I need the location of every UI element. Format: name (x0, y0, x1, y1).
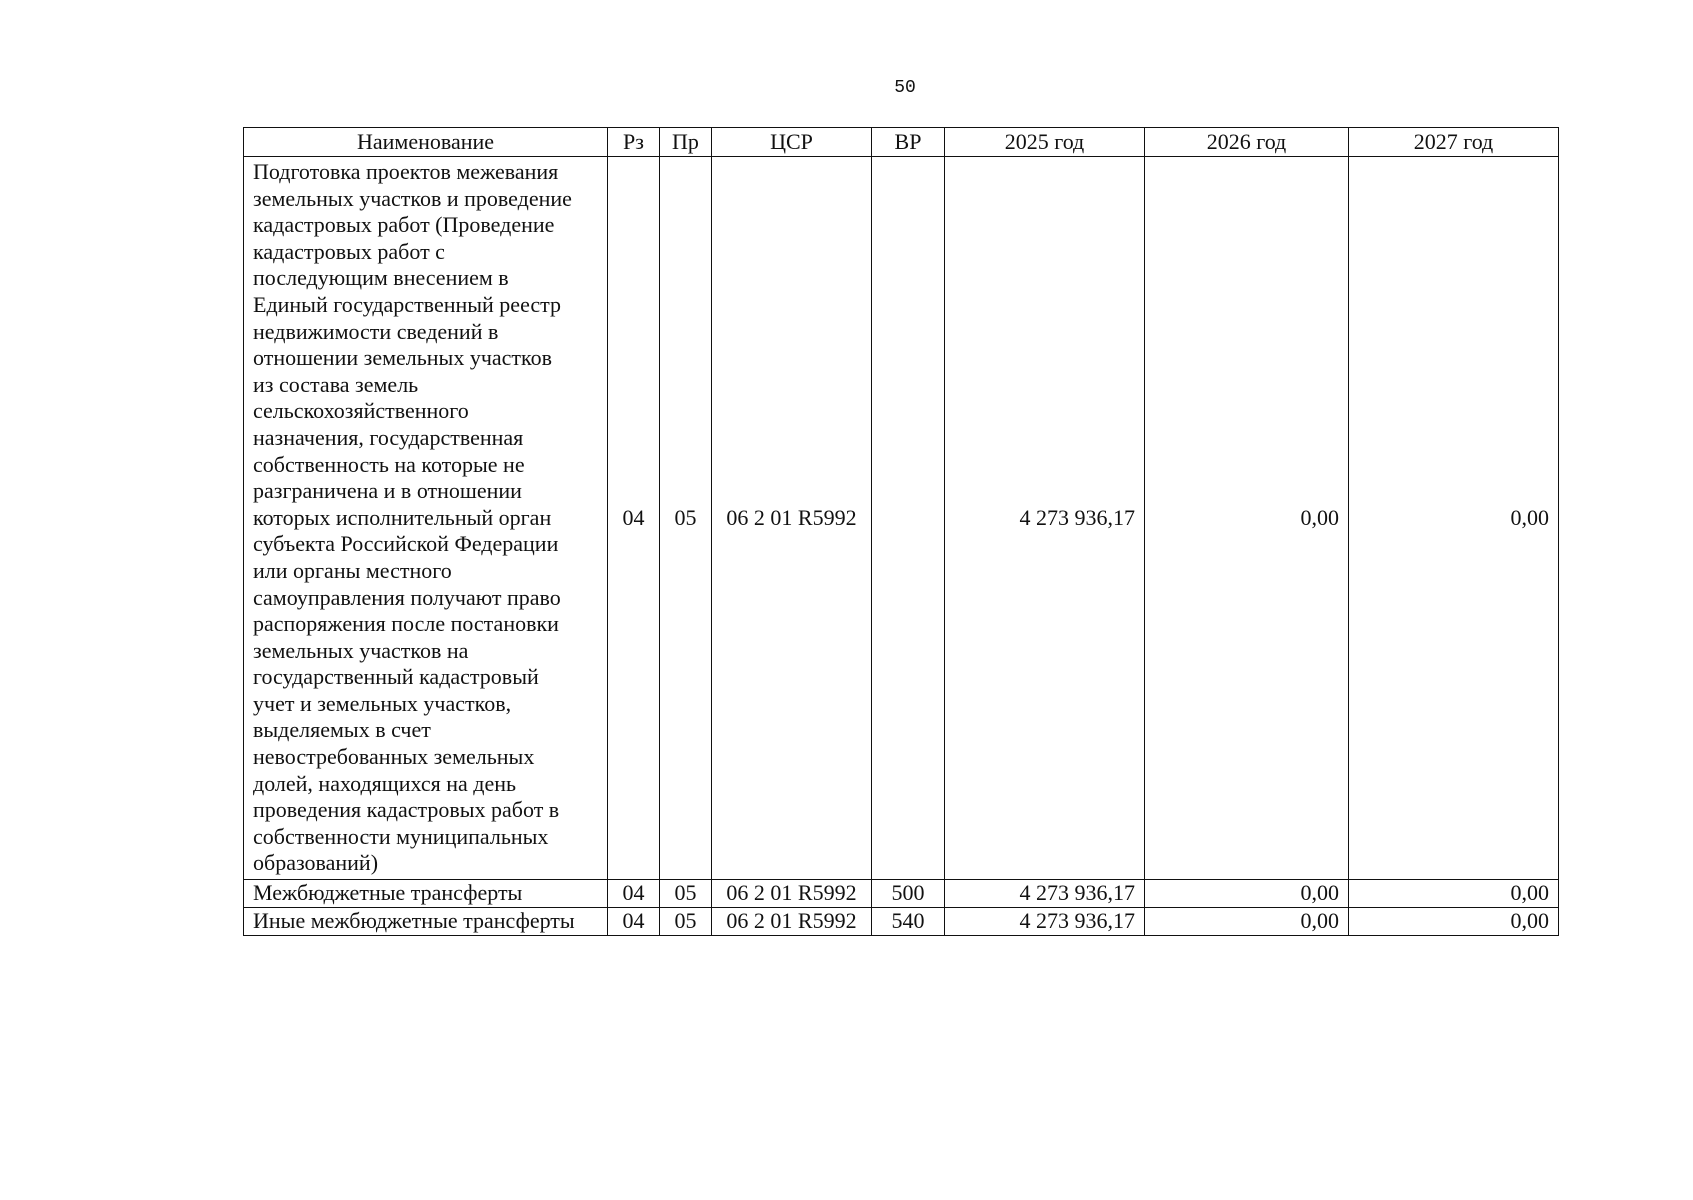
header-2026: 2026 год (1145, 128, 1349, 157)
row-name-line: государственный кадастровый (253, 664, 539, 690)
header-pr: Пр (660, 128, 712, 157)
row-rz: 04 (608, 908, 660, 936)
header-rz: Рз (608, 128, 660, 157)
row-name-line: образований) (253, 850, 379, 876)
row-name-line: выделяемых в счет (253, 717, 431, 743)
row-name-line: Подготовка проектов межевания (253, 159, 559, 184)
row-pr: 05 (660, 908, 712, 936)
table-row (244, 908, 1559, 936)
row-2027: 0,00 (1349, 880, 1559, 908)
row-csr: 06 2 01 R5992 (712, 908, 872, 936)
row-name-line: или органы местного (253, 557, 452, 583)
row-pr: 05 (660, 880, 712, 908)
row-name-line: учет и земельных участков, (253, 690, 512, 716)
row-rz: 04 (608, 157, 660, 880)
row-name-line: земельных участков на (253, 637, 469, 663)
row-2027: 0,00 (1349, 908, 1559, 936)
row-vr (872, 157, 945, 880)
row-name-line: разграничена и в отношении (253, 478, 522, 504)
row-name-line: Единый государственный реестр (253, 291, 562, 317)
row-name-line: земельных участков и проведение (253, 185, 572, 211)
row-name: Межбюджетные трансферты (244, 880, 608, 908)
row-name-line: из состава земель (253, 371, 419, 397)
row-2026: 0,00 (1145, 880, 1349, 908)
row-name-line: собственность на которые не (253, 451, 525, 477)
row-name (244, 157, 608, 880)
row-2027: 0,00 (1349, 157, 1559, 880)
row-name-line: кадастровых работ (Проведение (253, 212, 555, 238)
row-name-line: невостребованных земельных (253, 744, 535, 770)
row-2025: 4 273 936,17 (945, 157, 1145, 880)
row-rz: 04 (608, 880, 660, 908)
row-name-line: отношении земельных участков (253, 345, 552, 371)
page-number: 50 (894, 78, 916, 98)
row-name: Иные межбюджетные трансферты (244, 908, 608, 936)
row-name-line: долей, находящихся на день (253, 770, 517, 796)
row-vr: 540 (872, 908, 945, 936)
header-2027: 2027 год (1349, 128, 1559, 157)
budget-table (243, 127, 1559, 936)
row-pr: 05 (660, 157, 712, 880)
row-2026: 0,00 (1145, 157, 1349, 880)
row-name-line: недвижимости сведений в (253, 318, 499, 344)
row-csr: 06 2 01 R5992 (712, 880, 872, 908)
row-name-line: которых исполнительный орган (253, 504, 552, 530)
row-name-line: распоряжения после постановки (253, 611, 559, 637)
header-vr: ВР (872, 128, 945, 157)
row-name-line: собственности муниципальных (253, 823, 549, 849)
row-name-line: назначения, государственная (253, 424, 524, 450)
row-name-line: кадастровых работ с (253, 238, 445, 264)
table-row (244, 157, 1559, 880)
row-vr: 500 (872, 880, 945, 908)
header-csr: ЦСР (712, 128, 872, 157)
table-header-row (244, 128, 1559, 157)
header-2025: 2025 год (945, 128, 1145, 157)
table-row (244, 880, 1559, 908)
row-name-line: субъекта Российской Федерации (253, 531, 559, 557)
row-csr: 06 2 01 R5992 (712, 157, 872, 880)
row-2026: 0,00 (1145, 908, 1349, 936)
row-name-line: последующим внесением в (253, 265, 509, 291)
row-name-line: сельскохозяйственного (253, 398, 469, 424)
header-name: Наименование (244, 128, 608, 157)
row-name-line: самоуправления получают право (253, 584, 561, 610)
row-2025: 4 273 936,17 (945, 908, 1145, 936)
row-2025: 4 273 936,17 (945, 880, 1145, 908)
row-name-line: проведения кадастровых работ в (253, 797, 560, 823)
